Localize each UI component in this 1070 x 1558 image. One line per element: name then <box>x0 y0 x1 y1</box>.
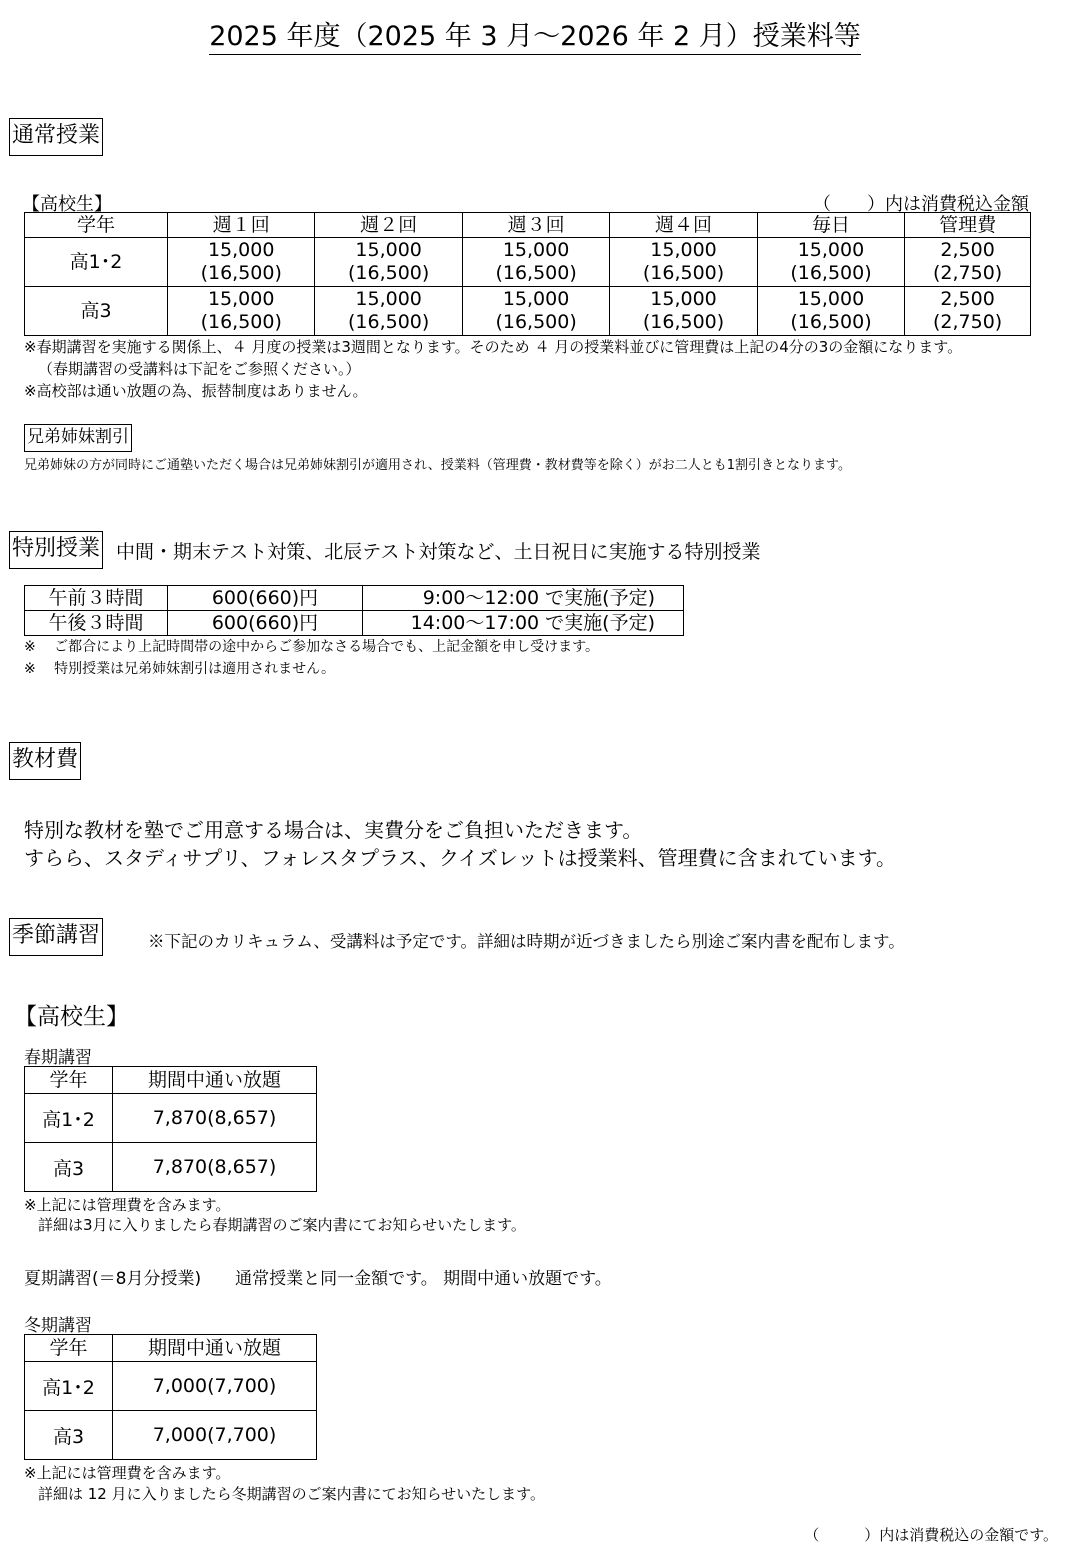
price-cell: 15,000 (16,500) <box>168 287 315 336</box>
spring-table <box>24 1066 317 1192</box>
grade-cell: 高1･2 <box>25 1362 113 1411</box>
grade-cell: 高3 <box>25 1411 113 1460</box>
grade-cell: 高1･2 <box>25 238 168 287</box>
price-cell: 15,000 (16,500) <box>757 287 904 336</box>
section-heading-regular: 通常授業 <box>9 118 103 156</box>
regular-note-2: （春期講習の受講料は下記をご参照ください。） <box>38 360 361 378</box>
regular-note-3: ※高校部は通い放題の為、振替制度はありません。 <box>24 382 368 400</box>
price-cell: 7,000(7,700) <box>113 1362 317 1411</box>
table-row <box>25 586 684 611</box>
header-cell: 学年 <box>25 1335 113 1362</box>
header-cell: 期間中通い放題 <box>113 1335 317 1362</box>
header-cell: 週１回 <box>168 213 315 238</box>
fee-cell: 2,500 (2,750) <box>905 238 1031 287</box>
price-cell: 15,000 (16,500) <box>462 238 609 287</box>
table-row <box>25 1411 317 1460</box>
winter-note-1: ※上記には管理費を含みます。 <box>24 1464 231 1482</box>
page-title <box>0 14 1070 55</box>
table-header-row <box>25 1067 317 1094</box>
price-cell: 15,000 (16,500) <box>462 287 609 336</box>
grade-cell: 高3 <box>25 287 168 336</box>
price-cell: 7,870(8,657) <box>113 1094 317 1143</box>
winter-note-2: 詳細は 12 月に入りましたら冬期講習のご案内書にてお知らせいたします。 <box>38 1485 545 1503</box>
session-time: 9:00～12:00 で実施(予定) <box>363 586 684 611</box>
price-cell: 15,000 (16,500) <box>315 238 462 287</box>
table-row <box>25 287 1031 336</box>
seasonal-note: ※下記のカリキュラム、受講料は予定です。詳細は時期が近づきましたら別途ご案内書を配布します。 <box>148 932 905 951</box>
materials-line-1: 特別な教材を塾でご用意する場合は、実費分をご負担いただきます。 <box>24 818 643 842</box>
price-cell: 15,000 (16,500) <box>315 287 462 336</box>
session-price: 600(660)円 <box>168 611 363 636</box>
fee-cell: 2,500 (2,750) <box>905 287 1031 336</box>
special-description: 中間・期末テスト対策、北辰テスト対策など、土日祝日に実施する特別授業 <box>116 541 761 563</box>
table-row <box>25 238 1031 287</box>
header-cell: 学年 <box>25 1067 113 1094</box>
price-cell: 15,000 (16,500) <box>168 238 315 287</box>
spring-note-2: 詳細は3月に入りましたら春期講習のご案内書にてお知らせいたします。 <box>38 1216 526 1234</box>
header-cell: 毎日 <box>757 213 904 238</box>
spring-note-1: ※上記には管理費を含みます。 <box>24 1196 231 1214</box>
materials-line-2: すらら、スタディサプリ、フォレスタプラス、クイズレットは授業料、管理費に含まれています。 <box>24 846 896 870</box>
summer-text: 夏期講習(＝8月分授業) 通常授業と同一金額です。 期間中通い放題です。 <box>24 1269 612 1289</box>
table-row <box>25 1143 317 1192</box>
header-cell: 期間中通い放題 <box>113 1067 317 1094</box>
table-header-row <box>25 1335 317 1362</box>
header-cell: 学年 <box>25 213 168 238</box>
grade-cell: 高3 <box>25 1143 113 1192</box>
session-label: 午前３時間 <box>25 586 168 611</box>
section-heading-materials: 教材費 <box>9 742 81 780</box>
regular-note-1: ※春期講習を実施する関係上、４ 月度の授業は3週間となります。そのため ４ 月の授業料並びに管理費は上記の4分の3の金額になります。 <box>24 338 963 356</box>
seasonal-group-label: 【高校生】 <box>14 1004 129 1030</box>
price-cell: 15,000 (16,500) <box>610 287 757 336</box>
header-cell: 週２回 <box>315 213 462 238</box>
session-label: 午後３時間 <box>25 611 168 636</box>
table-header-row <box>25 213 1031 238</box>
session-time: 14:00～17:00 で実施(予定) <box>363 611 684 636</box>
regular-tuition-table <box>24 212 1031 336</box>
special-class-table <box>24 585 684 636</box>
grade-cell: 高1･2 <box>25 1094 113 1143</box>
regular-group-label: 【高校生】 <box>22 194 112 215</box>
price-cell: 7,870(8,657) <box>113 1143 317 1192</box>
header-cell: 週４回 <box>610 213 757 238</box>
table-row <box>25 611 684 636</box>
page-title-text: 2025 年度（2025 年 3 月～2026 年 2 月）授業料等 <box>209 14 861 55</box>
section-heading-sibling: 兄弟姉妹割引 <box>24 424 132 452</box>
price-cell: 15,000 (16,500) <box>610 238 757 287</box>
session-price: 600(660)円 <box>168 586 363 611</box>
price-cell: 15,000 (16,500) <box>757 238 904 287</box>
table-row <box>25 1362 317 1411</box>
section-heading-seasonal: 季節講習 <box>9 918 103 956</box>
special-note-2: ※ 特別授業は兄弟姉妹割引は適用されません。 <box>24 661 336 677</box>
section-heading-special: 特別授業 <box>9 531 103 569</box>
price-cell: 7,000(7,700) <box>113 1411 317 1460</box>
spring-label: 春期講習 <box>24 1048 92 1068</box>
footer-tax-note: （ ）内は消費税込の金額です。 <box>804 1526 1058 1544</box>
header-cell: 週３回 <box>462 213 609 238</box>
table-row <box>25 1094 317 1143</box>
sibling-text: 兄弟姉妹の方が同時にご通塾いただく場合は兄弟姉妹割引が適用され、授業料（管理費・教材費等を除く）がお二人とも1割引きとなります。 <box>24 458 852 473</box>
header-cell: 管理費 <box>905 213 1031 238</box>
tax-note: （ ）内は消費税込金額 <box>813 194 1029 215</box>
winter-label: 冬期講習 <box>24 1316 92 1336</box>
special-note-1: ※ ご都合により上記時間帯の途中からご参加なさる場合でも、上記金額を申し受けます。 <box>24 639 600 655</box>
winter-table <box>24 1334 317 1460</box>
